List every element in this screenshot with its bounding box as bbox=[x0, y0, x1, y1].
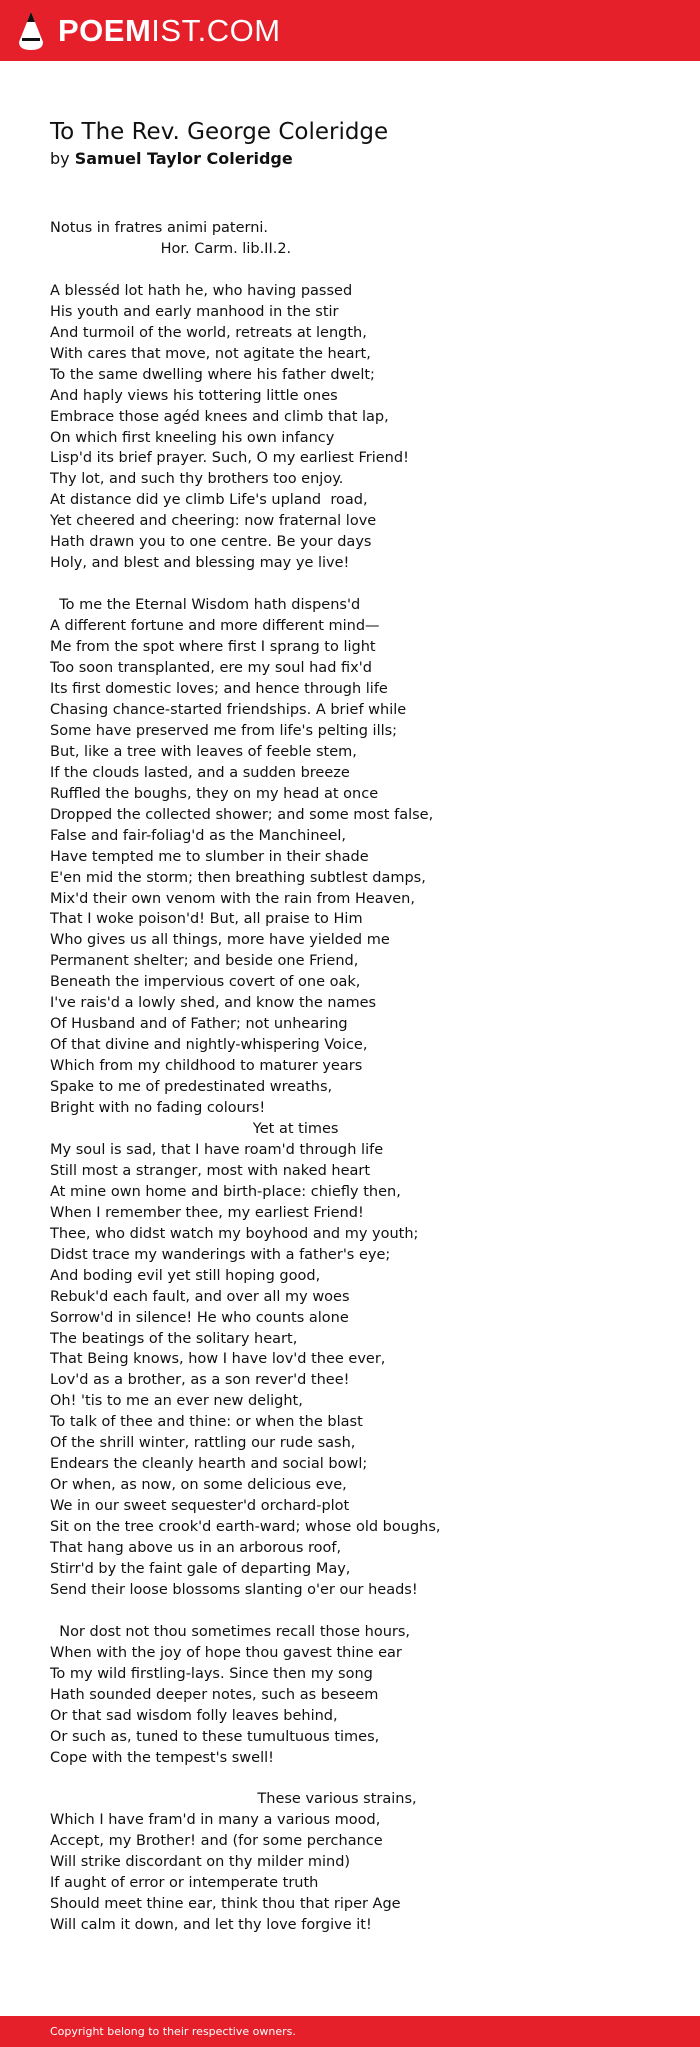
site-logo[interactable] bbox=[18, 10, 281, 52]
poem-heading bbox=[50, 117, 670, 170]
by-label: by bbox=[50, 149, 70, 168]
poem-title: To The Rev. George Coleridge bbox=[50, 119, 389, 145]
site-header bbox=[0, 0, 700, 61]
site-brand bbox=[58, 11, 281, 51]
author-name[interactable]: Samuel Taylor Coleridge bbox=[74, 149, 293, 168]
poem-body: Notus in fratres animi paterni. Hor. Carm. lib.II.2. A blesséd lot hath he, who having passed His youth and early manhood in the stir And turmoil of the world, retreats at length, With cares that move, not agitate the heart, To the same dwelling where his father dwelt; And haply views his tottering little ones Embrace those agéd knees and climb that lap, On which first kneeling his own infancy Lisp'd its brief prayer. Such, O my earliest Friend! Thy lot, and such thy brothers too enjoy. At distance did ye climb Life's upland road, Yet cheered and cheering: now fraternal love Hath drawn you to one centre. Be your days Holy, and blest and blessing may ye live! To me the Eternal Wisdom hath dispens'd A different fortune and more different mind— Me from the spot where first I sprang to light Too soon transplanted, ere my soul had fix'd Its first domestic loves; and hence through life Chasing chance-started friendships. A brief while Some have preserved me from life's pelting ills; But, like a tree with leaves of feeble stem, If the clouds lasted, and a sudden breeze Ruffled the boughs, they on my head at once Dropped the collected shower; and some most false, False and fair-foliag'd as the Manchineel, Have tempted me to slumber in their shade E'en mid the storm; then breathing subtlest damps, Mix'd their own venom with the rain from Heaven, That I woke poison'd! But, all praise to Him Who gives us all things, more have yielded me Permanent shelter; and beside one Friend, Beneath the impervious covert of one oak, I've rais'd a lowly shed, and know the names Of Husband and of Father; not unhearing Of that divine and nightly-whispering Voice, Which from my childhood to maturer years Spake to me of predestinated wreaths, Bright with no fading colours! Yet at times My soul is sad, that I have roam'd through life Still most a stranger, most with naked heart At mine own home and birth-place: chiefly then, When I remember thee, my earliest Friend! Thee, who didst watch my boyhood and my youth; Didst trace my wanderings with a father's eye; And boding evil yet still hoping good, Rebuk'd each fault, and over all my woes Sorrow'd in silence! He who counts alone The beatings of the solitary heart, That Being knows, how I have lov'd thee ever, Lov'd as a brother, as a son rever'd thee! Oh! 'tis to me an ever new delight, To talk of thee and thine: or when the blast Of the shrill winter, rattling our rude sash, Endears the cleanly hearth and social bowl; Or when, as now, on some delicious eve, We in our sweet sequester'd orchard-plot Sit on the tree crook'd earth-ward; whose old boughs, That hang above us in an arborous roof, Stirr'd by the faint gale of departing May, Send their loose blossoms slanting o'er our heads! Nor dost not thou sometimes recall those hours, When with the joy of hope thou gavest thine ear To my wild firstling-lays. Since then my song Hath sounded deeper notes, such as beseem Or that sad wisdom folly leaves behind, Or such as, tuned to these tumultuous times, Cope with the tempest's swell! These various strains, Which I have fram'd in many a various mood, Accept, my Brother! and (for some perchance Will strike discordant on thy milder mind) If aught of error or intemperate truth Should meet thine ear, think thou that riper Age Will calm it down, and let thy love forgive it! bbox=[50, 220, 441, 1934]
brand-light: IST.COM bbox=[151, 13, 281, 48]
brand-bold: POEM bbox=[58, 13, 152, 48]
copyright-notice: Copyright belong to their respective owners. bbox=[50, 2025, 296, 2038]
site-footer bbox=[0, 2016, 700, 2047]
byline bbox=[50, 148, 670, 170]
pencil-tip-icon bbox=[18, 11, 44, 51]
